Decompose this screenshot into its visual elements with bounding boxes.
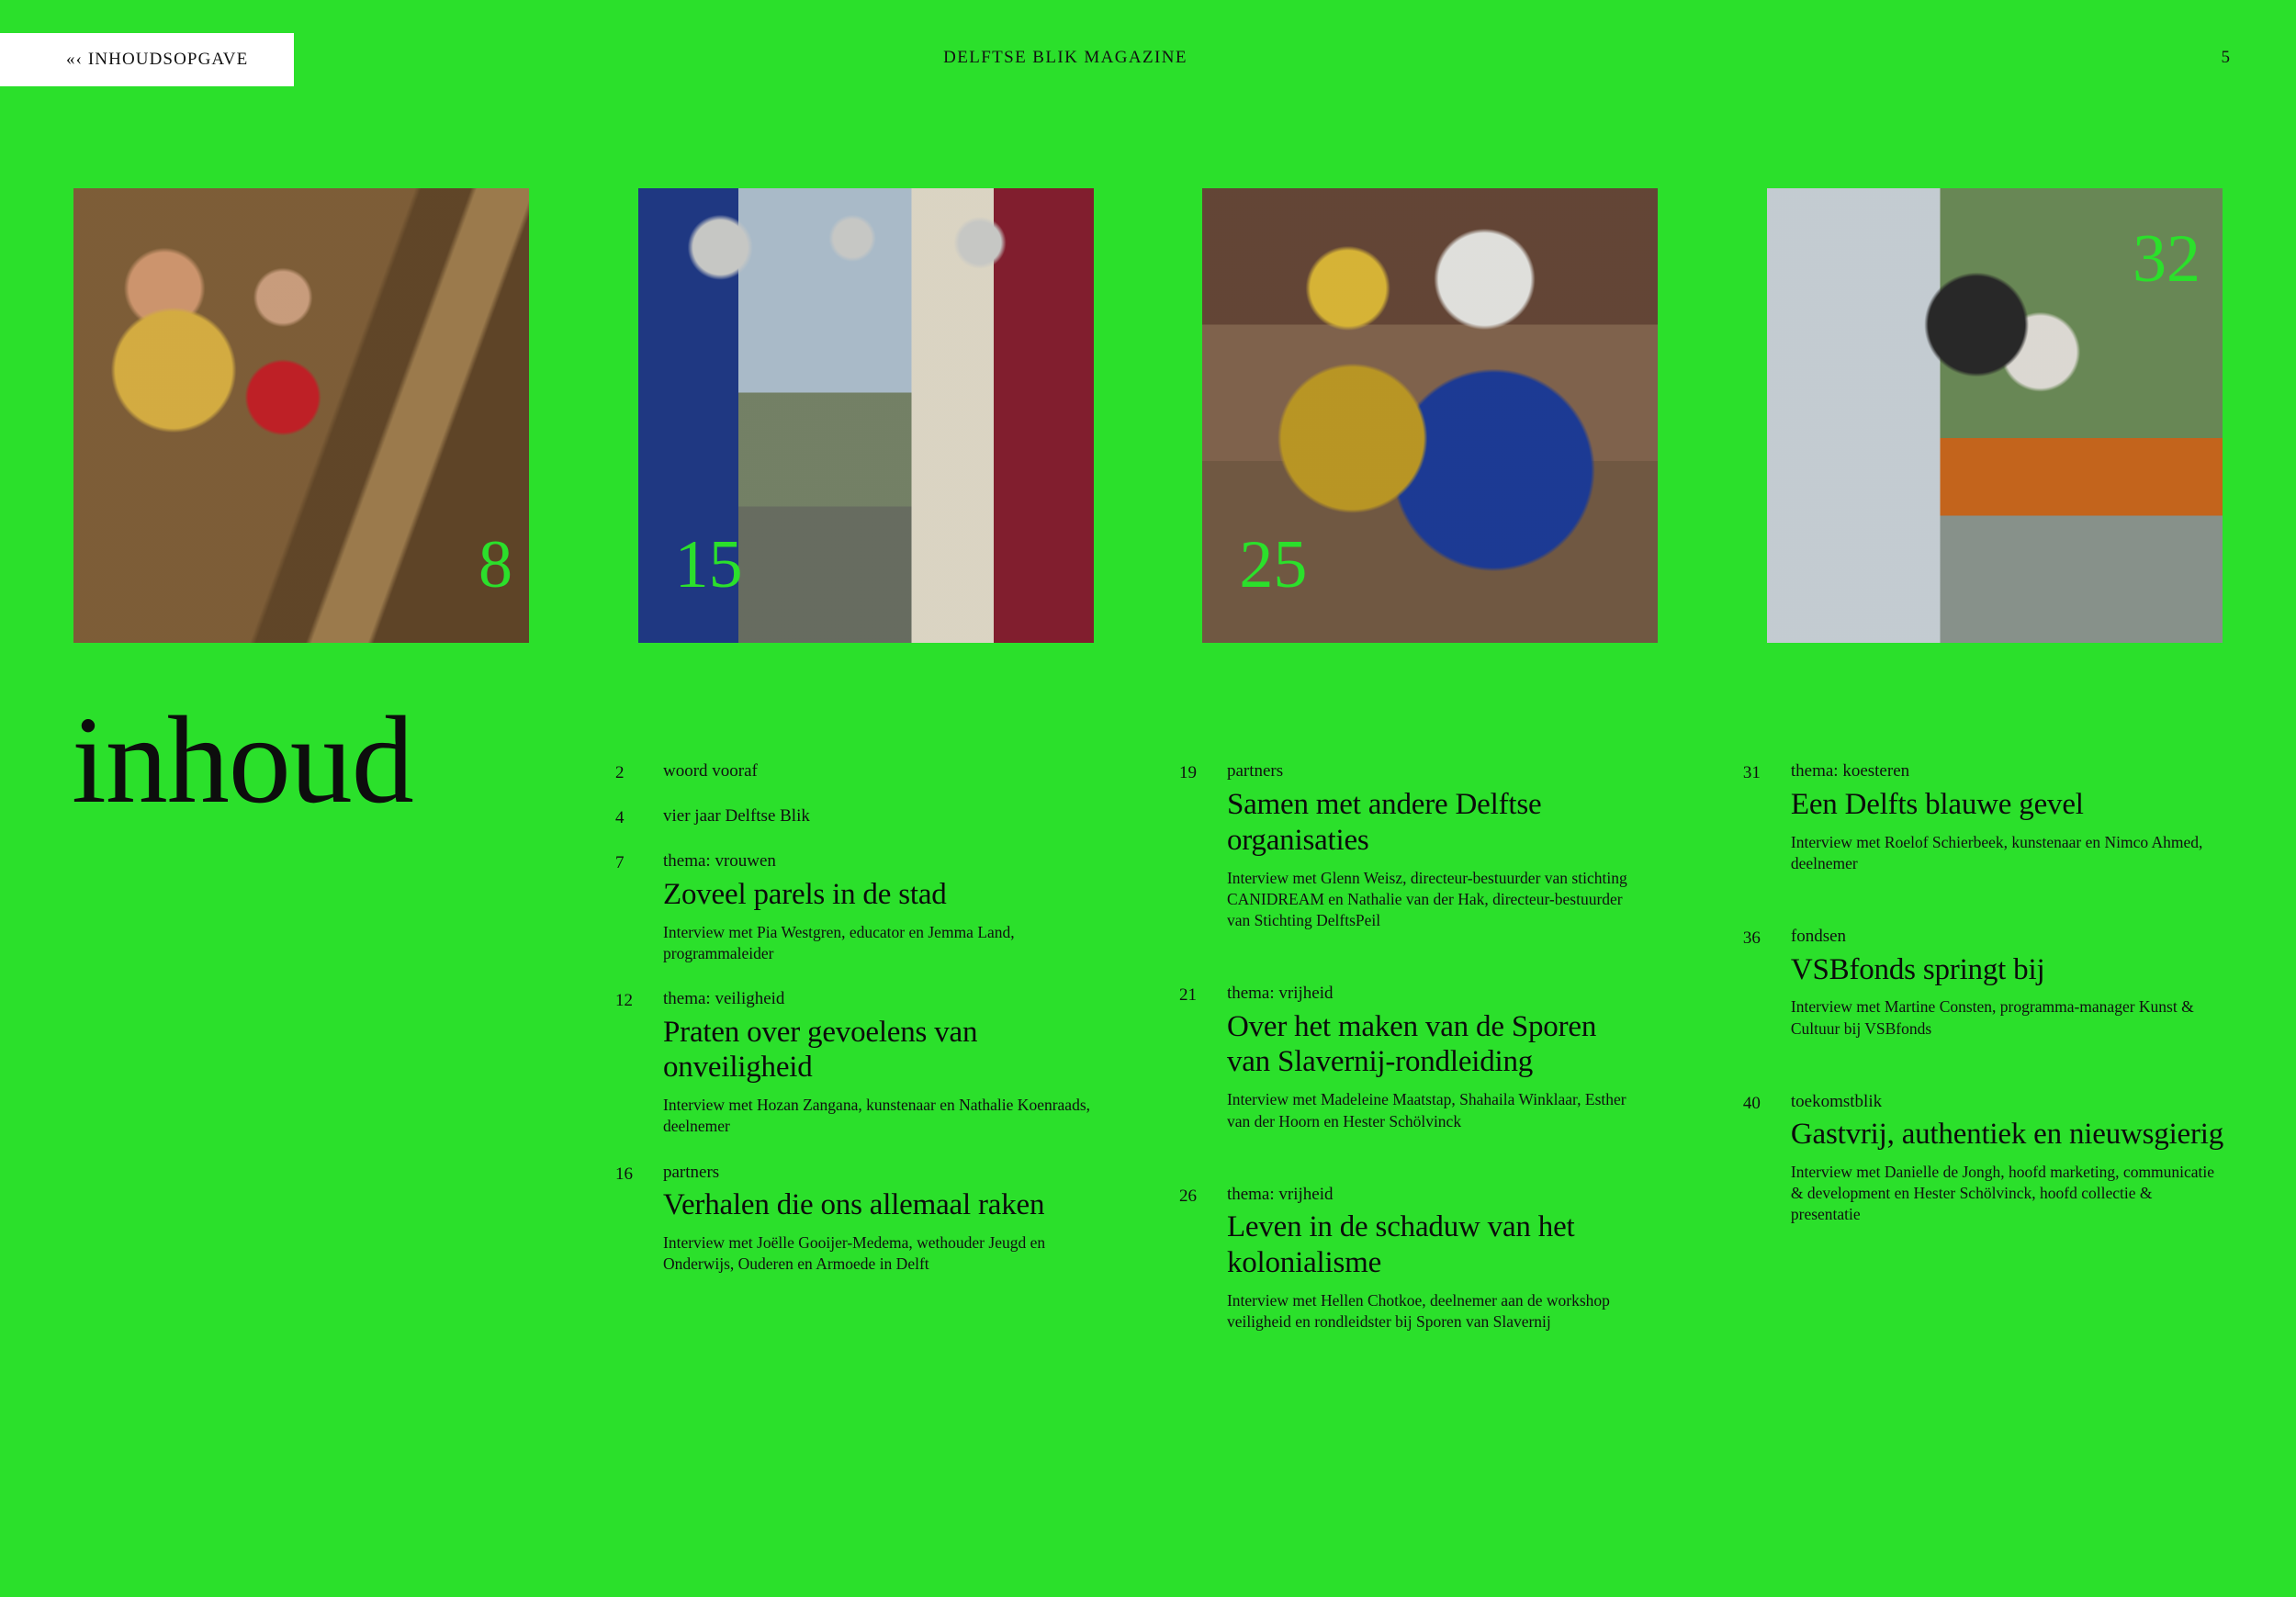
photo-two-women-staircase[interactable] xyxy=(73,188,529,643)
toc-entry-page: 4 xyxy=(615,808,625,827)
toc-entry[interactable] xyxy=(1179,983,1629,1132)
page-number: 5 xyxy=(2221,48,2230,67)
toc-entry-kicker: partners xyxy=(663,1162,720,1182)
toc-entry-kicker: partners xyxy=(1226,761,1284,781)
toc-entry-kicker: toekomstblik xyxy=(1790,1091,1883,1111)
toc-entry-page: 36 xyxy=(1742,928,1761,948)
toc-entry-kicker: thema: vrouwen xyxy=(663,851,776,871)
column-spacer xyxy=(1179,955,1629,983)
toc-entry-description: Interview met Hellen Chotkoe, deelnemer aan de workshop veiligheid en rondleidster bij Sporen van Slavernij xyxy=(1226,1291,1610,1332)
photo-page-number: 8 xyxy=(478,527,512,602)
toc-entry-kicker: thema: koesteren xyxy=(1790,761,1910,781)
toc-column-1 xyxy=(615,760,1152,1356)
toc-entry-page: 7 xyxy=(615,853,625,872)
toc-entry-description: Interview met Hozan Zangana, kunstenaar en Nathalie Koenraads, deelnemer xyxy=(663,1096,1091,1136)
running-head xyxy=(0,48,2296,68)
toc-entry[interactable] xyxy=(615,988,1093,1138)
magazine-title: DELFTSE BLIK MAGAZINE xyxy=(943,48,1187,67)
column-spacer xyxy=(1743,898,2224,926)
toc-entry-kicker: vier jaar Delftse Blik xyxy=(663,806,810,826)
toc-entry-page: 40 xyxy=(1742,1093,1761,1113)
photo-street-banners[interactable] xyxy=(638,188,1094,643)
toc-entry[interactable] xyxy=(1743,926,2224,1040)
photo-audience-traditional-dress[interactable] xyxy=(1202,188,1658,643)
column-spacer xyxy=(1743,1063,2224,1091)
table-of-contents xyxy=(615,760,2224,1356)
toc-entry-headline[interactable]: Verhalen die ons allemaal raken xyxy=(663,1188,1045,1222)
toc-entry-headline[interactable]: Samen met andere Delftse organisaties xyxy=(1226,787,1542,857)
toc-entry-page: 12 xyxy=(615,990,633,1010)
toc-entry-headline[interactable]: Over het maken van de Sporen van Slavernij-rondleiding xyxy=(1226,1009,1597,1079)
toc-column-2 xyxy=(1152,760,1688,1356)
photo-page-number: 15 xyxy=(674,527,743,602)
toc-entry[interactable] xyxy=(615,760,1093,783)
toc-entry-description: Interview met Martine Consten, programma-manager Kunst & Cultuur bij VSBfonds xyxy=(1790,997,2194,1038)
toc-entry-headline[interactable]: Een Delfts blauwe gevel xyxy=(1790,787,2084,821)
toc-entry-page: 31 xyxy=(1742,763,1761,782)
toc-entry-description: Interview met Joëlle Gooijer-Medema, wethouder Jeugd en Onderwijs, Ouderen en Armoede in Delft xyxy=(663,1233,1046,1274)
column-spacer xyxy=(1179,1156,1629,1184)
toc-entry-kicker: fondsen xyxy=(1790,926,1847,946)
toc-entry-headline[interactable]: Leven in de schaduw van het kolonialisme xyxy=(1226,1210,1575,1280)
toc-entry-page: 19 xyxy=(1178,763,1197,782)
toc-entry-description: Interview met Pia Westgren, educator en Jemma Land, programmaleider xyxy=(663,922,1015,962)
photo-page-number: 32 xyxy=(2132,221,2200,297)
photo-man-with-drawing-at-wall[interactable] xyxy=(1767,188,2223,643)
toc-entry-kicker: woord vooraf xyxy=(663,761,758,781)
toc-entry[interactable] xyxy=(1743,760,2224,874)
toc-entry-headline[interactable]: VSBfonds springt bij xyxy=(1790,952,2045,986)
toc-entry[interactable] xyxy=(1179,760,1629,931)
toc-entry-page: 26 xyxy=(1178,1186,1197,1206)
toc-entry-kicker: thema: vrijheid xyxy=(1226,1184,1334,1204)
toc-entry-kicker: thema: vrijheid xyxy=(1226,983,1334,1003)
toc-entry[interactable] xyxy=(615,850,1093,964)
toc-entry[interactable] xyxy=(615,805,1093,828)
toc-entry[interactable] xyxy=(1179,1184,1629,1333)
toc-entry-kicker: thema: veiligheid xyxy=(663,988,785,1008)
toc-entry-headline[interactable]: Zoveel parels in de stad xyxy=(663,877,947,911)
page-title: inhoud xyxy=(72,692,413,829)
toc-entry-description: Interview met Glenn Weisz, directeur-bestuurder van stichting CANIDREAM en Nathalie van der Hak, directeur-bestuurder van Stichting DelftsPeil xyxy=(1226,868,1627,929)
photo-page-number: 25 xyxy=(1239,527,1308,602)
toc-entry-description: Interview met Roelof Schierbeek, kunstenaar en Nimco Ahmed, deelnemer xyxy=(1790,832,2203,872)
toc-entry-headline[interactable]: Gastvrij, authentiek en nieuwsgierig xyxy=(1790,1118,2224,1152)
toc-entry-description: Interview met Madeleine Maatstap, Shahaila Winklaar, Esther van der Hoorn en Hester Schölvinck xyxy=(1226,1090,1626,1130)
toc-column-3 xyxy=(1688,760,2224,1356)
toc-entry[interactable] xyxy=(615,1162,1093,1276)
photo-strip xyxy=(73,188,2223,643)
toc-entry[interactable] xyxy=(1743,1091,2224,1226)
toc-entry-description: Interview met Danielle de Jongh, hoofd marketing, communicatie & development en Hester Schölvinck, hoofd collectie & presentatie xyxy=(1790,1163,2215,1224)
toc-entry-headline[interactable]: Praten over gevoelens van onveiligheid xyxy=(663,1015,978,1085)
section-tab-label: «‹ INHOUDSOPGAVE xyxy=(66,50,249,69)
toc-entry-page: 16 xyxy=(615,1164,633,1184)
toc-entry-page: 21 xyxy=(1178,984,1197,1005)
toc-entry-page: 2 xyxy=(615,763,625,782)
